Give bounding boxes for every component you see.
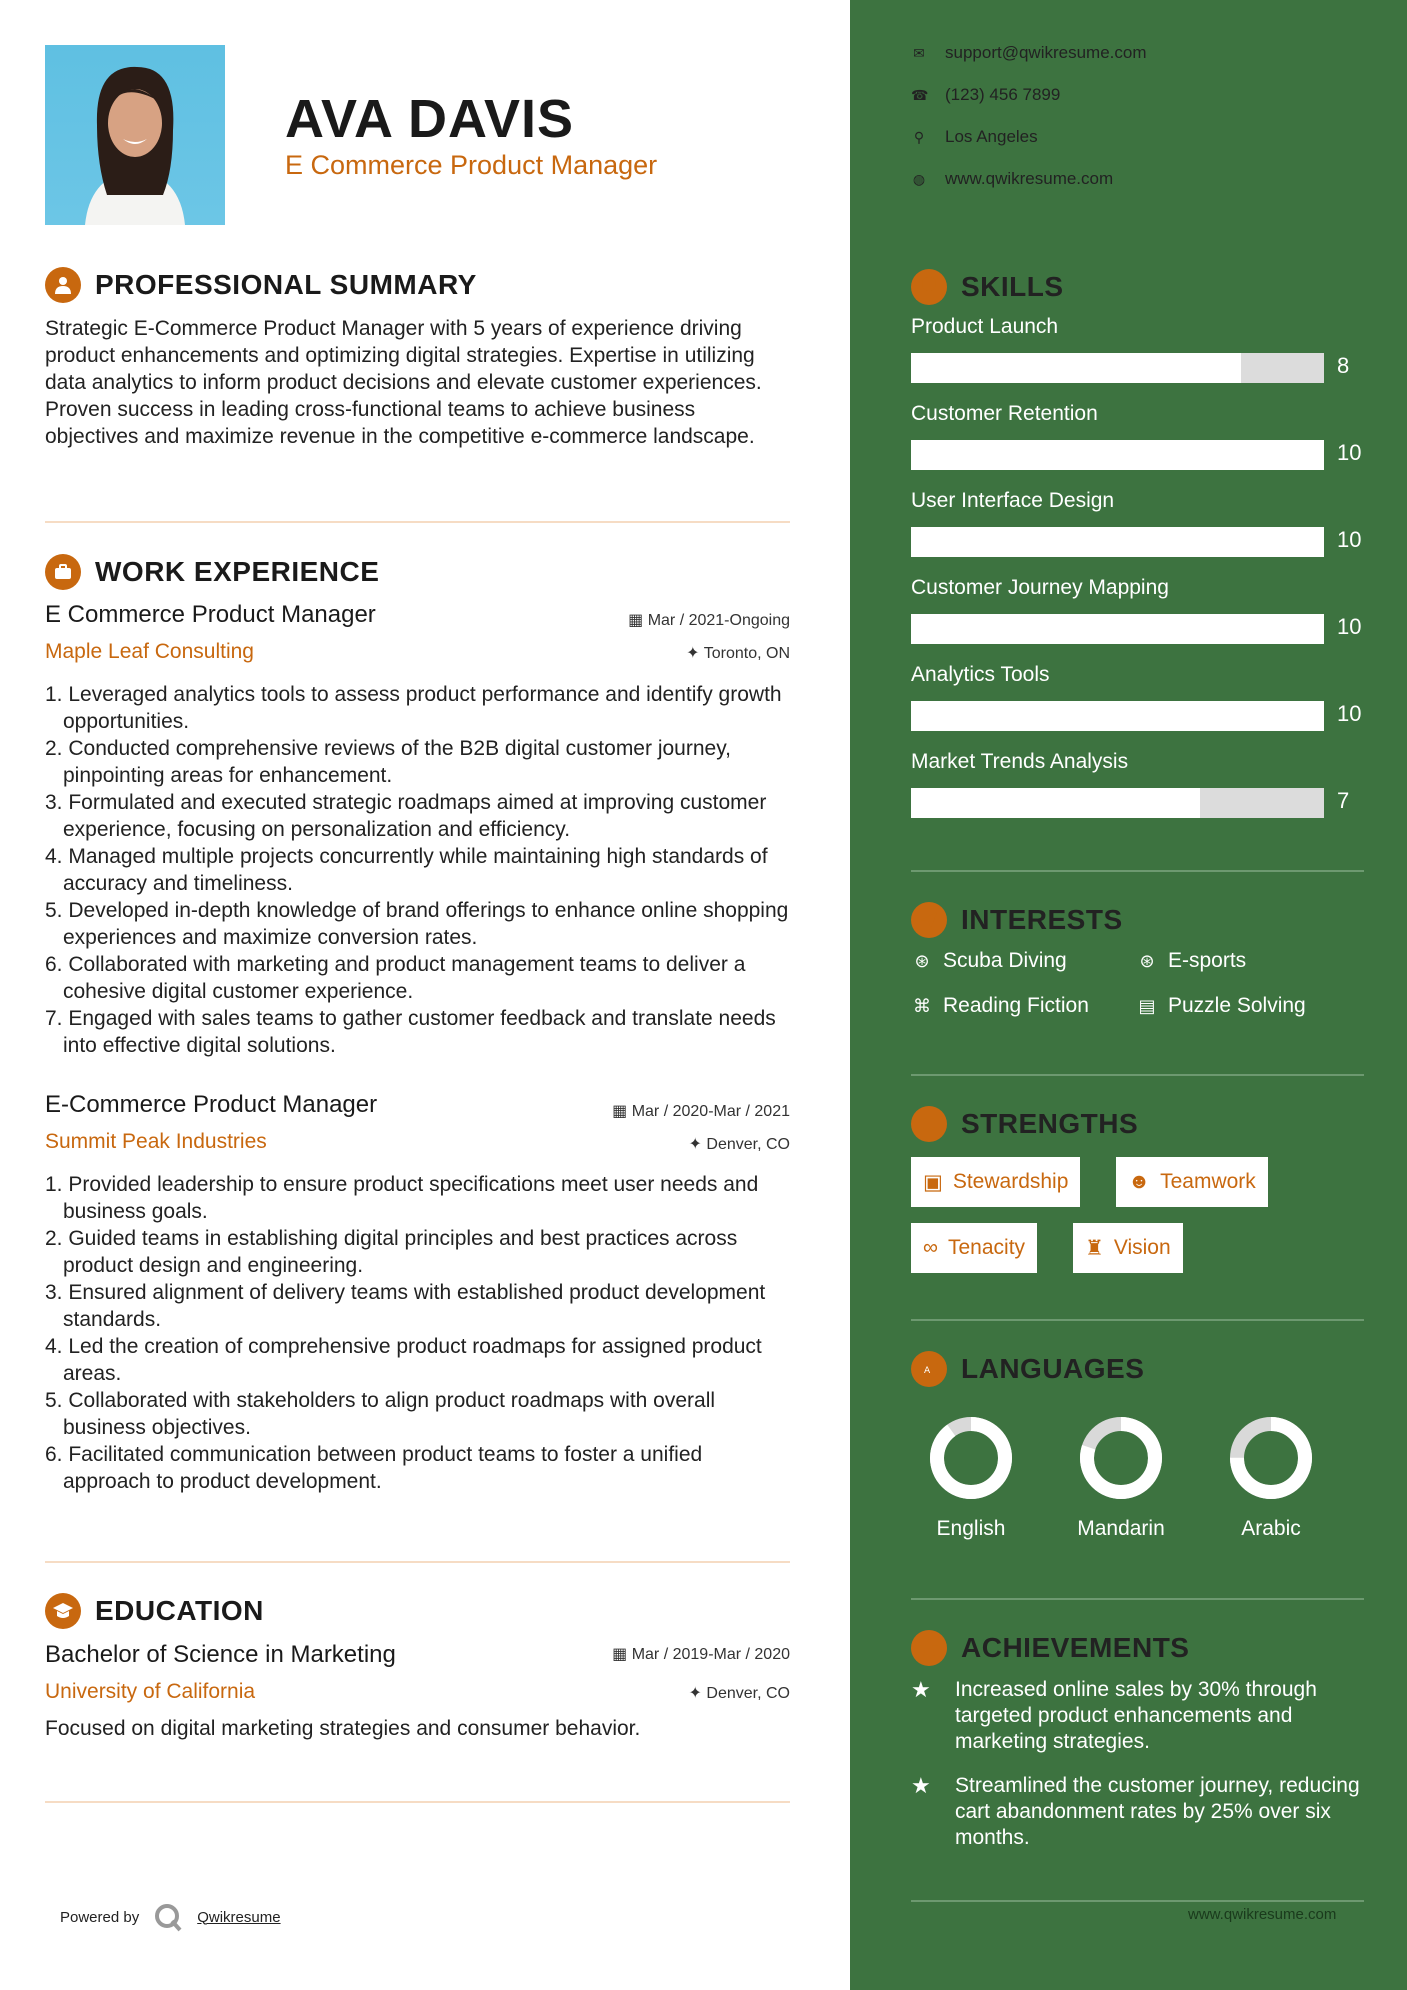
- language-item: [896, 1413, 1046, 1541]
- languages-heading-label: LANGUAGES: [961, 1353, 1145, 1384]
- pin-icon: ✦: [688, 1136, 707, 1153]
- skill-label: Customer Journey Mapping: [911, 576, 1169, 599]
- education-date: ▦ Mar / 2019-Mar / 2020: [612, 1646, 790, 1663]
- interest-item: ▤ Puzzle Solving: [1136, 994, 1306, 1018]
- achievement-item: ★ Streamlined the customer journey, reducing cart abandonment rates by 25% over six months.: [911, 1773, 1360, 1849]
- list-item: 6. Facilitated communication between product teams to foster a unified approach to product development.: [45, 1443, 703, 1493]
- lifebuoy-icon: ⊛: [1139, 950, 1155, 971]
- job-company: Maple Leaf Consulting: [45, 640, 254, 663]
- pin-icon: ✦: [686, 645, 704, 662]
- achievement-item: ★ Increased online sales by 30% through targeted product enhancements and marketing strategies.: [911, 1677, 1317, 1753]
- list-item: 1. Leveraged analytics tools to assess product performance and identify growth opportunities.: [45, 683, 782, 733]
- list-item: 4. Led the creation of comprehensive product roadmaps for assigned product areas.: [45, 1335, 762, 1385]
- powered-by-label: Powered by: [60, 1908, 140, 1926]
- strength-chip: ☻ Teamwork: [1116, 1157, 1268, 1207]
- skill-value: 10: [1337, 527, 1362, 552]
- divider: [45, 521, 790, 523]
- strengths-heading-label: STRENGTHS: [961, 1108, 1139, 1139]
- job-location: ✦ Toronto, ON: [686, 645, 790, 662]
- divider: [45, 1561, 790, 1563]
- skills-heading: [911, 269, 1064, 305]
- lightbulb-icon: [911, 269, 947, 305]
- language-label: English: [936, 1517, 1006, 1540]
- strengths-heading: [911, 1106, 1138, 1142]
- skill-bar: [911, 614, 1324, 644]
- book-icon: ▤: [1138, 995, 1156, 1016]
- skill-value: 10: [1337, 701, 1362, 726]
- envelope-icon: ✉: [913, 44, 925, 61]
- language-donut: [926, 1413, 1016, 1503]
- interests-heading-label: INTERESTS: [961, 904, 1123, 935]
- language-label: Arabic: [1241, 1517, 1301, 1540]
- fist-icon: [911, 1106, 947, 1142]
- skill-bar: [911, 788, 1324, 818]
- skill-bar-fill: [911, 788, 1200, 818]
- list-item: 1. Provided leadership to ensure product specifications meet user needs and business goals.: [45, 1173, 759, 1223]
- skill-bar-fill: [911, 353, 1241, 383]
- contact-location: ⚲ Los Angeles: [911, 127, 1038, 147]
- skill-bar: [911, 440, 1324, 470]
- skill-bar-fill: [911, 440, 1324, 470]
- user-icon: [45, 267, 81, 303]
- education-heading-label: EDUCATION: [95, 1595, 264, 1626]
- briefcase-icon: ▣: [923, 1170, 943, 1194]
- divider: [911, 1598, 1364, 1600]
- pin-icon: ✦: [688, 1685, 707, 1702]
- calendar-icon: ▦: [612, 1646, 632, 1663]
- interests-heading: [911, 902, 1123, 938]
- interest-item: ⊛ Scuba Diving: [911, 949, 1067, 973]
- profile-photo: [45, 45, 225, 225]
- strength-chip: ▣ Stewardship: [911, 1157, 1080, 1207]
- skill-bar-fill: [911, 527, 1324, 557]
- calendar-icon: ▦: [612, 1103, 632, 1120]
- skill-label: Product Launch: [911, 315, 1059, 338]
- education-location: ✦ Denver, CO: [688, 1685, 790, 1702]
- divider: [45, 1801, 790, 1803]
- skill-value: 8: [1337, 353, 1350, 378]
- candidate-title: E Commerce Product Manager: [285, 150, 658, 180]
- star-icon: ★: [911, 1677, 931, 1702]
- footer-site[interactable]: www.qwikresume.com: [1188, 1906, 1337, 1923]
- graduation-icon: [45, 1593, 81, 1629]
- interest-item: ⊛ E-sports: [1136, 949, 1246, 973]
- users-icon: ☻: [1128, 1170, 1151, 1193]
- achievements-heading: [911, 1630, 1189, 1666]
- job-bullets: [45, 681, 790, 1059]
- skill-label: Analytics Tools: [911, 663, 1050, 686]
- skill-label: Customer Retention: [911, 402, 1098, 425]
- language-item: [1196, 1413, 1346, 1541]
- star-badge-icon: [911, 1630, 947, 1666]
- list-item: 5. Developed in-depth knowledge of brand offerings to enhance online shopping experiences and maximize conversion rates.: [45, 899, 789, 949]
- achievements-heading-label: ACHIEVEMENTS: [961, 1632, 1190, 1663]
- skill-label: User Interface Design: [911, 489, 1115, 512]
- language-donut: [1226, 1413, 1316, 1503]
- job-title: E Commerce Product Manager: [45, 601, 376, 628]
- phone-icon: ☎: [911, 86, 929, 103]
- footer-powered: [60, 1902, 281, 1932]
- list-item: 2. Guided teams in establishing digital principles and best practices across product design and engineering.: [45, 1227, 738, 1277]
- work-heading-label: WORK EXPERIENCE: [95, 556, 380, 587]
- divider: [911, 870, 1364, 872]
- skill-value: 7: [1337, 788, 1350, 813]
- divider: [911, 1900, 1364, 1902]
- language-label: Mandarin: [1077, 1517, 1165, 1540]
- divider: [911, 1074, 1364, 1076]
- list-item: 3. Formulated and executed strategic roadmaps aimed at improving customer experience, focusing on personalization and efficiency.: [45, 791, 767, 841]
- job-date: ▦ Mar / 2021-Ongoing: [628, 612, 790, 629]
- paper-plane-icon: [911, 902, 947, 938]
- calendar-icon: ▦: [628, 612, 648, 629]
- skill-bar: [911, 353, 1324, 383]
- map-pin-icon: ⚲: [913, 128, 925, 145]
- contact-email: ✉ support@qwikresume.com: [911, 43, 1147, 63]
- work-heading: [45, 554, 379, 590]
- list-item: 6. Collaborated with marketing and product management teams to deliver a cohesive digital customer experience.: [45, 953, 746, 1003]
- candidate-name: AVA DAVIS: [285, 89, 575, 149]
- education-description: Focused on digital marketing strategies and consumer behavior.: [45, 1717, 641, 1740]
- degree-title: Bachelor of Science in Marketing: [45, 1641, 396, 1668]
- job-location: ✦ Denver, CO: [688, 1136, 790, 1153]
- job-company: Summit Peak Industries: [45, 1130, 267, 1153]
- qwikresume-link[interactable]: Qwikresume: [197, 1908, 281, 1926]
- skills-heading-label: SKILLS: [961, 271, 1064, 302]
- qwikresume-logo-icon: [153, 1902, 183, 1932]
- gamepad-icon: ⌘: [913, 995, 931, 1016]
- job-date: ▦ Mar / 2020-Mar / 2021: [612, 1103, 790, 1120]
- skill-bar: [911, 701, 1324, 731]
- job-title: E-Commerce Product Manager: [45, 1091, 378, 1118]
- skill-value: 10: [1337, 614, 1362, 639]
- language-donut: [1076, 1413, 1166, 1503]
- summary-heading: [45, 267, 477, 303]
- svg-text:A: A: [924, 1366, 931, 1376]
- language-icon: [911, 1351, 947, 1387]
- job-bullets: [45, 1171, 790, 1495]
- list-item: 4. Managed multiple projects concurrently while maintaining high standards of accuracy and timeliness.: [45, 845, 768, 895]
- link-icon: ∞: [923, 1236, 938, 1259]
- list-item: 7. Engaged with sales teams to gather customer feedback and translate needs into effective digital solutions.: [45, 1007, 776, 1057]
- languages-heading: [911, 1351, 1144, 1387]
- contact-website: ◍ www.qwikresume.com: [912, 169, 1114, 188]
- skill-value: 10: [1337, 440, 1362, 465]
- list-item: 2. Conducted comprehensive reviews of the B2B digital customer journey, pinpointing areas for enhancement.: [45, 737, 731, 787]
- list-item: 3. Ensured alignment of delivery teams with established product development standards.: [45, 1281, 766, 1331]
- summary-heading-label: PROFESSIONAL SUMMARY: [95, 269, 477, 300]
- contact-phone: ☎ (123) 456 7899: [911, 85, 1061, 104]
- list-item: 5. Collaborated with stakeholders to align product roadmaps with overall business objectives.: [45, 1389, 716, 1439]
- briefcase-icon: [45, 554, 81, 590]
- skill-bar-fill: [911, 701, 1324, 731]
- lifebuoy-icon: ⊛: [914, 950, 930, 971]
- education-heading: [45, 1593, 264, 1629]
- skill-bar-fill: [911, 614, 1324, 644]
- skill-label: Market Trends Analysis: [911, 750, 1129, 773]
- divider: [911, 1319, 1364, 1321]
- star-icon: ★: [911, 1773, 931, 1798]
- interest-item: ⌘ Reading Fiction: [913, 994, 1089, 1017]
- globe-icon: ◍: [912, 170, 926, 187]
- summary-text: Strategic E-Commerce Product Manager with 5 years of experience driving product enhancements and optimizing digital strategies. Expertise in utilizing data analytics to inform product decisions and elevate customer experiences. Proven success in leading cross-functional teams to achieve business objectives and maximize revenue in the competitive e-commerce landscape.: [45, 317, 762, 448]
- skill-bar: [911, 527, 1324, 557]
- binoculars-icon: ♜: [1085, 1236, 1104, 1260]
- strength-chip: ∞ Tenacity: [911, 1223, 1037, 1273]
- language-item: [1046, 1413, 1196, 1541]
- school-name: University of California: [45, 1680, 256, 1703]
- strength-chip: ♜ Vision: [1073, 1223, 1183, 1273]
